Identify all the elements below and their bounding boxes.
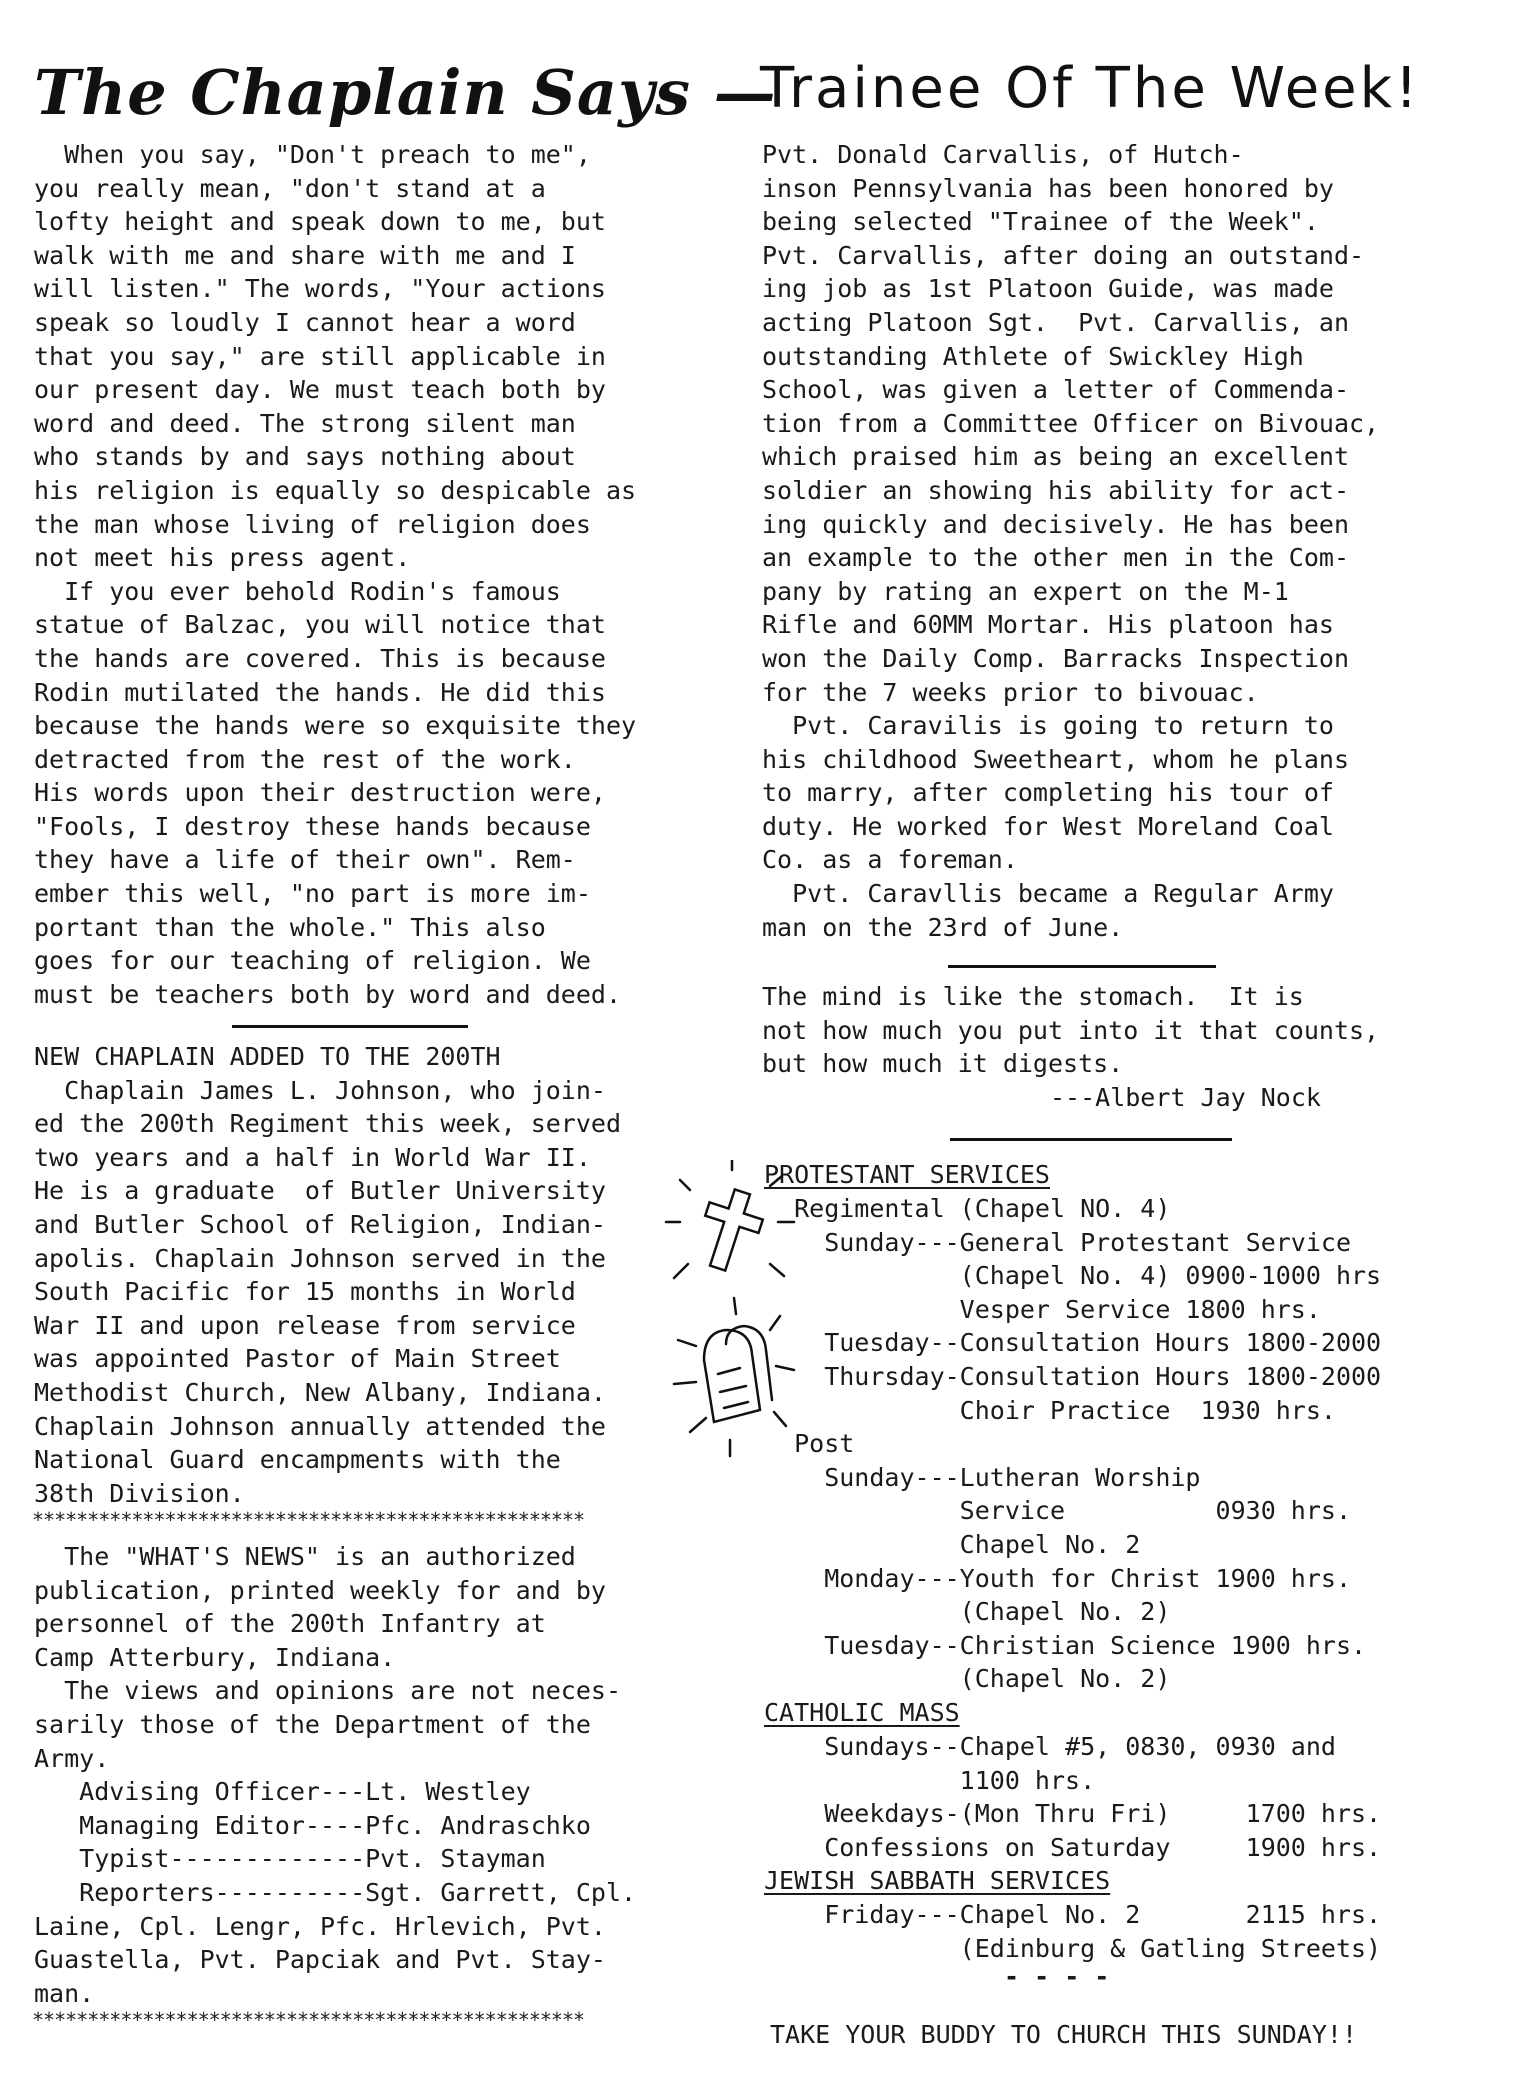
masthead-line: sarily those of the Department of the xyxy=(34,1709,591,1739)
catholic-mass-heading: CATHOLIC MASS xyxy=(764,1698,960,1727)
service-line: Vesper Service 1800 hrs. xyxy=(764,1294,1321,1324)
article-line: Pvt. Donald Carvallis, of Hutch- xyxy=(762,140,1244,169)
article-line: an example to the other men in the Com- xyxy=(762,543,1349,573)
article-line: ember this well, "no part is more im- xyxy=(34,879,591,909)
service-line: (Edinburg & Gatling Streets) xyxy=(764,1933,1382,1963)
masthead-line: personnel of the 200th Infantry at xyxy=(34,1609,546,1639)
masthead-line: Advising Officer---Lt. Westley xyxy=(34,1777,531,1807)
article-line: Chaplain James L. Johnson, who join- xyxy=(34,1075,606,1105)
article-line: which praised him as being an excellent xyxy=(762,442,1349,472)
section-divider xyxy=(950,1138,1232,1141)
service-line: Monday---Youth for Christ 1900 hrs. xyxy=(764,1563,1351,1593)
masthead-line: publication, printed weekly for and by xyxy=(34,1575,606,1605)
quote-line: not how much you put into it that counts, xyxy=(762,1015,1380,1045)
masthead-line: Reporters----------Sgt. Garrett, Cpl. xyxy=(34,1877,637,1907)
article-line: must be teachers both by word and deed. xyxy=(34,979,621,1009)
article-line: the hands are covered. This is because xyxy=(34,643,606,673)
article-line: If you ever behold Rodin's famous xyxy=(34,576,561,606)
article-line: inson Pennsylvania has been honored by xyxy=(762,173,1334,203)
article-line: not meet his press agent. xyxy=(34,543,411,573)
article-line: his religion is equally so despicable as xyxy=(34,475,637,505)
jewish-services-heading: JEWISH SABBATH SERVICES xyxy=(764,1866,1111,1895)
masthead-block xyxy=(34,1540,636,2010)
article-line: you really mean, "don't stand at a xyxy=(34,173,546,203)
service-line: Friday---Chapel No. 2 2115 hrs. xyxy=(764,1900,1382,1929)
closing-dashes: - - - - xyxy=(1004,1962,1110,1991)
service-line: Thursday-Consultation Hours 1800-2000 xyxy=(764,1361,1382,1391)
closing-line: TAKE YOUR BUDDY TO CHURCH THIS SUNDAY!! xyxy=(770,2020,1357,2049)
article-line: lofty height and speak down to me, but xyxy=(34,207,606,237)
service-line: (Chapel No. 2) xyxy=(764,1597,1171,1627)
article-line: duty. He worked for West Moreland Coal xyxy=(762,811,1334,841)
article-line: detracted from the rest of the work. xyxy=(34,744,576,774)
article-line: goes for our teaching of religion. We xyxy=(34,946,591,976)
service-line: Regimental (Chapel NO. 4) xyxy=(764,1194,1171,1223)
service-line: Choir Practice 1930 hrs. xyxy=(764,1395,1336,1425)
article-line: the man whose living of religion does xyxy=(34,509,591,539)
article-line: NEW CHAPLAIN ADDED TO THE 200TH xyxy=(34,1042,501,1071)
article-line: ed the 200th Regiment this week, served xyxy=(34,1109,621,1139)
article-line: our present day. We must teach both by xyxy=(34,375,606,405)
service-line: Confessions on Saturday 1900 hrs. xyxy=(764,1832,1382,1862)
article-line: and Butler School of Religion, Indian- xyxy=(34,1209,606,1239)
article-line: won the Daily Comp. Barracks Inspection xyxy=(762,643,1349,673)
article-line: ing job as 1st Platoon Guide, was made xyxy=(762,274,1334,304)
service-line: Service 0930 hrs. xyxy=(764,1496,1351,1526)
article-line: He is a graduate of Butler University xyxy=(34,1176,606,1206)
service-line: Sundays--Chapel #5, 0830, 0930 and xyxy=(764,1732,1336,1761)
article-line: School, was given a letter of Commenda- xyxy=(762,375,1349,405)
masthead-line: Managing Editor----Pfc. Andraschko xyxy=(34,1810,591,1840)
service-line: (Chapel No. 4) 0900-1000 hrs xyxy=(764,1261,1382,1291)
article-line: man on the 23rd of June. xyxy=(762,912,1124,942)
article-line: word and deed. The strong silent man xyxy=(34,408,576,438)
masthead-line: Guastella, Pvt. Papciak and Pvt. Stay- xyxy=(34,1945,606,1975)
service-line: Tuesday--Consultation Hours 1800-2000 xyxy=(764,1328,1382,1358)
article-line: Methodist Church, New Albany, Indiana. xyxy=(34,1377,606,1407)
quote-line: but how much it digests. xyxy=(762,1049,1124,1079)
section-divider xyxy=(232,1025,468,1028)
trainee-of-week-header: Trainee Of The Week! xyxy=(760,56,1421,121)
service-line: Sunday---General Protestant Service xyxy=(764,1227,1351,1257)
article-line: Chaplain Johnson annually attended the xyxy=(34,1411,606,1441)
section-divider xyxy=(948,965,1216,968)
article-line: War II and upon release from service xyxy=(34,1310,576,1340)
quote-line: The mind is like the stomach. It is xyxy=(762,982,1304,1011)
article-line: acting Platoon Sgt. Pvt. Carvallis, an xyxy=(762,307,1349,337)
article-line: walk with me and share with me and I xyxy=(34,240,576,270)
article-line: ing quickly and decisively. He has been xyxy=(762,509,1349,539)
protestant-services-list xyxy=(764,1192,1381,1696)
article-line: they have a life of their own". Rem- xyxy=(34,845,576,875)
protestant-services-heading: PROTESTANT SERVICES xyxy=(764,1160,1050,1189)
service-line: Sunday---Lutheran Worship xyxy=(764,1462,1201,1492)
masthead-line: Camp Atterbury, Indiana. xyxy=(34,1642,396,1672)
article-line: statue of Balzac, you will notice that xyxy=(34,610,606,640)
service-line: Post xyxy=(764,1429,855,1459)
article-line: National Guard encampments with the xyxy=(34,1445,561,1475)
article-line: for the 7 weeks prior to bivouac. xyxy=(762,677,1259,707)
article-line: portant than the whole." This also xyxy=(34,912,546,942)
masthead-line: The "WHAT'S NEWS" is an authorized xyxy=(34,1542,576,1571)
article-line: When you say, "Don't preach to me", xyxy=(34,140,591,169)
jewish-services-list xyxy=(764,1898,1381,1965)
article-line: soldier an showing his ability for act- xyxy=(762,475,1349,505)
quote-block xyxy=(762,980,1379,1081)
service-line: Tuesday--Christian Science 1900 hrs. xyxy=(764,1630,1367,1660)
catholic-mass-list xyxy=(764,1730,1381,1864)
masthead-line: Army. xyxy=(34,1743,110,1773)
chaplain-says-header: The Chaplain Says — xyxy=(34,56,777,129)
article-line: apolis. Chaplain Johnson served in the xyxy=(34,1243,606,1273)
masthead-line: The views and opinions are not neces- xyxy=(34,1676,621,1706)
service-line: Weekdays-(Mon Thru Fri) 1700 hrs. xyxy=(764,1799,1382,1829)
article-line: tion from a Committee Officer on Bivouac, xyxy=(762,408,1380,438)
article-line: speak so loudly I cannot hear a word xyxy=(34,307,576,337)
article-line: South Pacific for 15 months in World xyxy=(34,1277,576,1307)
article-line: because the hands were so exquisite they xyxy=(34,711,637,741)
article-line: to marry, after completing his tour of xyxy=(762,778,1334,808)
masthead-line: Typist-------------Pvt. Stayman xyxy=(34,1844,546,1874)
article-line: two years and a half in World War II. xyxy=(34,1142,591,1172)
masthead-line: man. xyxy=(34,1978,95,2008)
chaplain-says-article xyxy=(34,138,636,1011)
article-line: Pvt. Caravllis became a Regular Army xyxy=(762,879,1334,909)
article-line: who stands by and says nothing about xyxy=(34,442,576,472)
service-line: 1100 hrs. xyxy=(764,1765,1096,1795)
service-line: Chapel No. 2 xyxy=(764,1529,1141,1559)
article-line: 38th Division. xyxy=(34,1478,245,1508)
article-line: outstanding Athlete of Swickley High xyxy=(762,341,1304,371)
article-line: his childhood Sweetheart, whom he plans xyxy=(762,744,1349,774)
quote-attribution: ---Albert Jay Nock xyxy=(1050,1083,1321,1112)
star-divider: ************************************************** xyxy=(32,1508,585,1532)
article-line: being selected "Trainee of the Week". xyxy=(762,207,1319,237)
cross-and-tablets-icon xyxy=(660,1160,810,1460)
article-line: Pvt. Carvallis, after doing an outstand- xyxy=(762,240,1365,270)
star-divider-bottom: ************************************************** xyxy=(32,2008,585,2032)
article-line: "Fools, I destroy these hands because xyxy=(34,811,591,841)
article-line: Rodin mutilated the hands. He did this xyxy=(34,677,606,707)
masthead-line: Laine, Cpl. Lengr, Pfc. Hrlevich, Pvt. xyxy=(34,1911,606,1941)
service-line: (Chapel No. 2) xyxy=(764,1664,1171,1694)
article-line: will listen." The words, "Your actions xyxy=(34,274,606,304)
article-line: Rifle and 60MM Mortar. His platoon has xyxy=(762,610,1334,640)
article-line: was appointed Pastor of Main Street xyxy=(34,1344,561,1374)
article-line: pany by rating an expert on the M-1 xyxy=(762,576,1289,606)
article-line: that you say," are still applicable in xyxy=(34,341,606,371)
trainee-article xyxy=(762,138,1379,944)
article-line: Pvt. Caravilis is going to return to xyxy=(762,711,1334,741)
article-line: His words upon their destruction were, xyxy=(34,778,606,808)
new-chaplain-article xyxy=(34,1040,621,1510)
article-line: Co. as a foreman. xyxy=(762,845,1018,875)
